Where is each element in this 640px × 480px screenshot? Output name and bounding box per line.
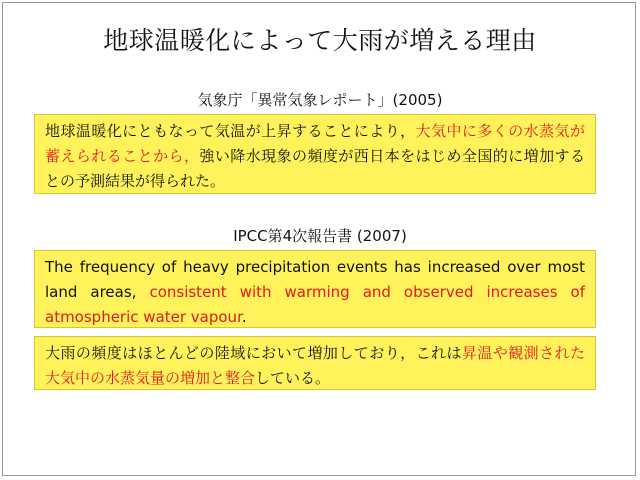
ipcc-japanese-text: 大雨の頻度はほとんどの陸域において増加しており，これは — [45, 344, 462, 362]
ipcc-japanese-text-end: している。 — [255, 369, 331, 387]
jma-quote-box — [34, 114, 596, 194]
slide-title: 地球温暖化によって大雨が増える理由 — [103, 26, 537, 55]
jma-report-heading: 気象庁「異常気象レポート」(2005) — [197, 91, 443, 109]
jma-quote-emphasis: 大気中に多くの水蒸気が蓄えられることから， — [45, 122, 585, 165]
jma-quote-text-end: 強い降水現象の頻度が西日本をはじめ全国的に増加するとの予測結果が得られた。 — [45, 147, 585, 190]
ipcc-japanese-emphasis: 昇温や観測された大気中の水蒸気量の増加と整合 — [45, 344, 585, 387]
ipcc-report-heading: IPCC第4次報告書 (2007) — [233, 227, 407, 245]
ipcc-english-text-end: . — [241, 308, 247, 326]
ipcc-japanese-quote-box — [34, 336, 596, 390]
ipcc-english-emphasis: consistent with warming and observed increases of atmospheric water vapour — [45, 283, 585, 326]
ipcc-english-text: The frequency of heavy precipitation events has increased over most land areas, — [45, 258, 585, 301]
ipcc-english-quote-box — [34, 250, 596, 328]
jma-quote-text: 地球温暖化にともなって気温が上昇することにより， — [45, 122, 416, 140]
